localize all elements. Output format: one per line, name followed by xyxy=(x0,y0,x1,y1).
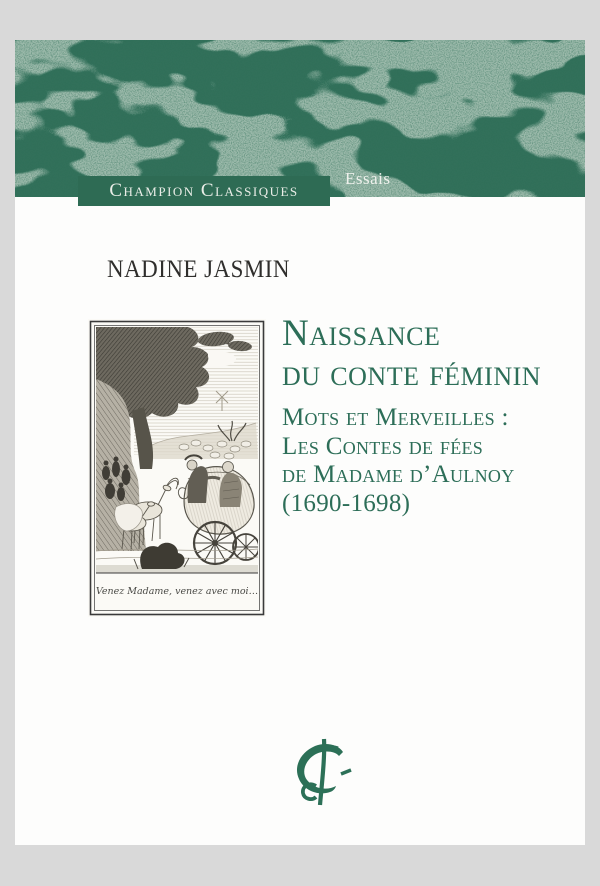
series-category-label: Essais xyxy=(345,169,391,188)
frontispiece-engraving xyxy=(88,319,266,617)
subtitle-line-3: de Madame d’Aulnoy xyxy=(282,461,515,488)
subtitle-block xyxy=(282,404,582,518)
champion-monogram-icon xyxy=(289,737,353,807)
series-band-label: Champion Classiques xyxy=(109,180,299,201)
publisher-logo xyxy=(289,737,353,807)
engraving-caption: Venez Madame, venez avec moi… xyxy=(95,586,259,597)
subtitle-line-4: (1690-1698) xyxy=(282,489,411,517)
book-cover xyxy=(15,40,585,845)
logo-dash xyxy=(341,770,351,774)
author-name: NADINE JASMIN xyxy=(107,256,290,283)
title-line-1: Naissance xyxy=(282,313,441,354)
title-block xyxy=(282,314,582,518)
engraving-illustration xyxy=(88,319,266,617)
subtitle-line-1: Mots et Merveilles : xyxy=(282,404,509,431)
marbled-paper-texture xyxy=(15,40,585,197)
subtitle-line-2: Les Contes de fées xyxy=(282,432,484,460)
series-band xyxy=(78,176,330,206)
title-line-2: du conte féminin xyxy=(282,353,542,394)
